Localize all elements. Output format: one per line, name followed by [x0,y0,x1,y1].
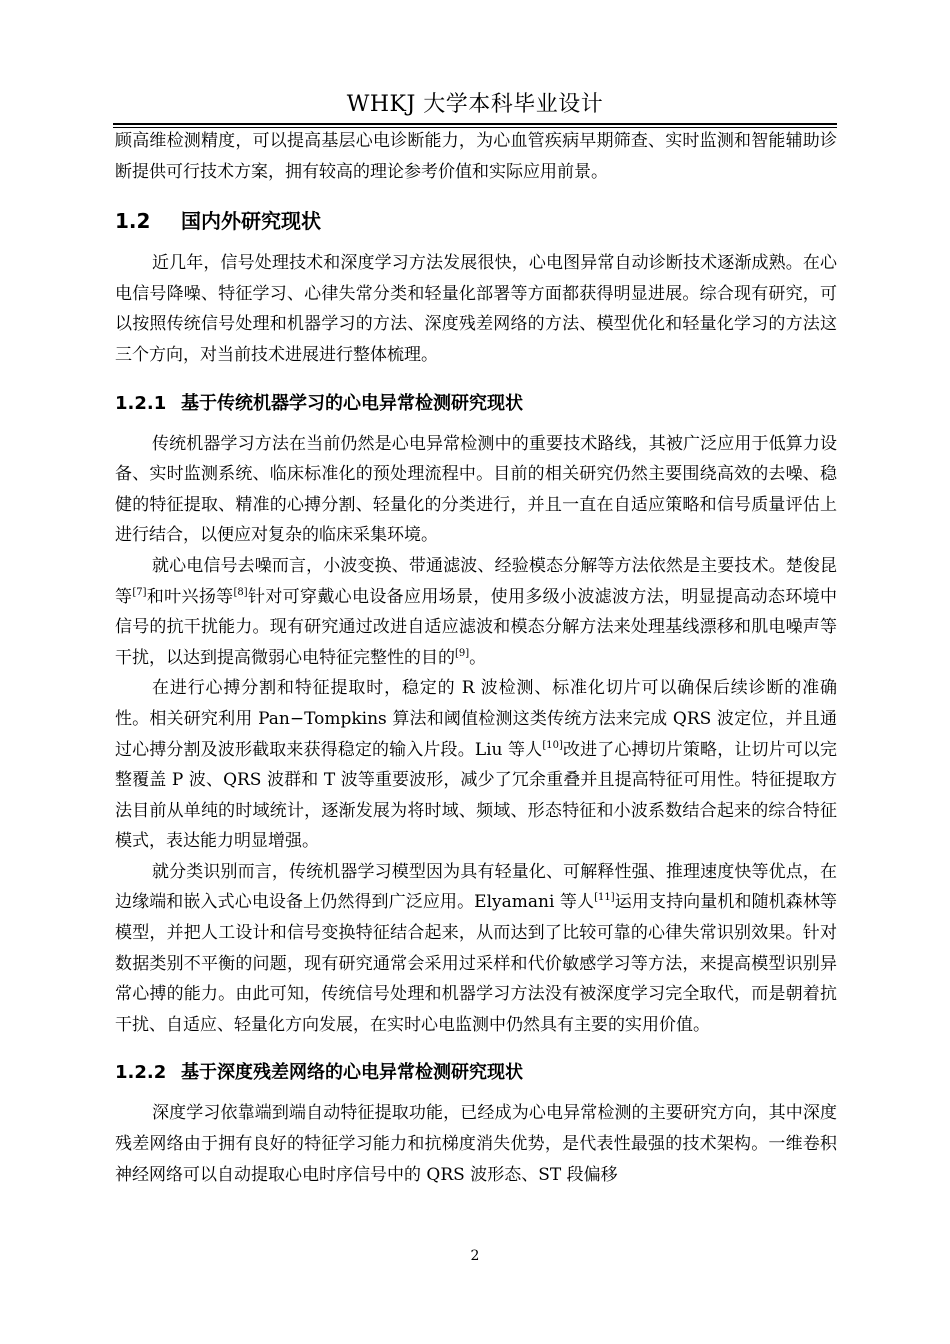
page-number: 2 [470,1248,480,1264]
section-number: 1.2 [115,209,151,234]
text-run: 针对可穿戴心电设备应用场景，使用多级小波滤波方法，明显提高动态环境中信号的抗干扰能力。现有研究通过改进自适应滤波和模态分解方法来处理基线漂移和肌电噪声等干扰，以达到提高微弱心电特征完整性的目的 [115,586,838,668]
citation-ref: [11] [594,892,615,904]
paragraph-continued: 顾高维检测精度，可以提高基层心电诊断能力，为心血管疾病早期筛查、实时监测和智能辅助诊断提供可行技术方案，拥有较高的理论参考价值和实际应用前景。 [115,131,837,182]
paragraph-2: 传统机器学习方法在当前仍然是心电异常检测中的重要技术路线，其被广泛应用于低算力设备、实时监测系统、临床标准化的预处理流程中。目前的相关研究仍然主要围绕高效的去噪、稳健的特征提取、精准的心搏分割、轻量化的分类进行，并且一直在自适应策略和信号质量评估上进行结合，以便应对复杂的临床采集环境。 [115,433,837,546]
page-content [115,126,837,1190]
paragraph-6: 深度学习依靠端到端自动特征提取功能，已经成为心电异常检测的主要研究方向，其中深度残差网络由于拥有良好的特征学习能力和抗梯度消失优势，是代表性最强的技术架构。一维卷积神经网络可以自动提取心电时序信号中的 QRS 波形态、ST 段偏移 [115,1103,837,1185]
citation-ref: [8] [233,586,248,598]
subsection-title: 基于深度残差网络的心电异常检测研究现状 [181,1062,523,1084]
subsection-heading-1-2-1 [115,389,837,415]
text-run: 和叶兴扬等 [146,586,234,607]
subsection-title: 基于传统机器学习的心电异常检测研究现状 [181,392,523,414]
paragraph-3 [115,551,837,673]
citation-ref: [9] [455,647,470,659]
text-run: 在进行心搏分割和特征提取时，稳定的 R 波检测、标准化切片可以确保后续诊断的准确性。相关研究利用 Pan−Tompkins 算法和阈值检测这类传统方法来完成 QRS 波定位，并且通过心搏分割及波形截取来获得稳定的输入片段。Liu 等人 [115,678,837,760]
section-title: 国内外研究现状 [181,209,321,234]
text-run: 就分类识别而言，传统机器学习模型因为具有轻量化、可解释性强、推理速度快等优点，在边缘端和嵌入式心电设备上仍然得到广泛应用。Elyamani 等人 [115,861,837,913]
section-heading-1-2 [115,205,837,234]
page-header: WHKJ 大学本科毕业设计 [346,92,604,117]
text-run: 。 [469,647,487,668]
text-run: 就心电信号去噪而言，小波变换、带通滤波、经验模态分解等方法依然是主要技术。楚俊昆等 [115,555,837,607]
paragraph-4 [115,673,837,857]
paragraph-1: 近几年，信号处理技术和深度学习方法发展很快，心电图异常自动诊断技术逐渐成熟。在心电信号降噪、特征学习、心律失常分类和轻量化部署等方面都获得明显进展。综合现有研究，可以按照传统信号处理和机器学习的方法、深度残差网络的方法、模型优化和轻量化学习的方法这三个方向，对当前技术进展进行整体梳理。 [115,253,837,365]
text-run: 运用支持向量机和随机森林等模型，并把人工设计和信号变换特征结合起来，从而达到了比较可靠的心律失常识别效果。针对数据类别不平衡的问题，现有研究通常会采用过采样和代价敏感学习等方法，来提高模型识别异常心搏的能力。由此可知，传统信号处理和机器学习方法没有被深度学习完全取代，而是朝着抗干扰、自适应、轻量化方向发展，在实时心电监测中仍然具有主要的实用价值。 [115,892,838,1035]
subsection-number: 1.2.2 [115,1062,167,1084]
citation-ref: [7] [132,586,147,598]
citation-ref: [10] [542,739,563,751]
header-rule [113,123,837,125]
text-run: 改进了心搏切片策略，让切片可以完整覆盖 P 波、QRS 波群和 T 波等重要波形，减少了冗余重叠并且提高特征可用性。特征提取方法目前从单纯的时域统计，逐渐发展为将时域、频域、形态特征和小波系数结合起来的综合特征模式，表达能力明显增强。 [115,739,837,852]
paragraph-5 [115,857,837,1041]
subsection-heading-1-2-2 [115,1058,837,1084]
subsection-number: 1.2.1 [115,392,167,414]
